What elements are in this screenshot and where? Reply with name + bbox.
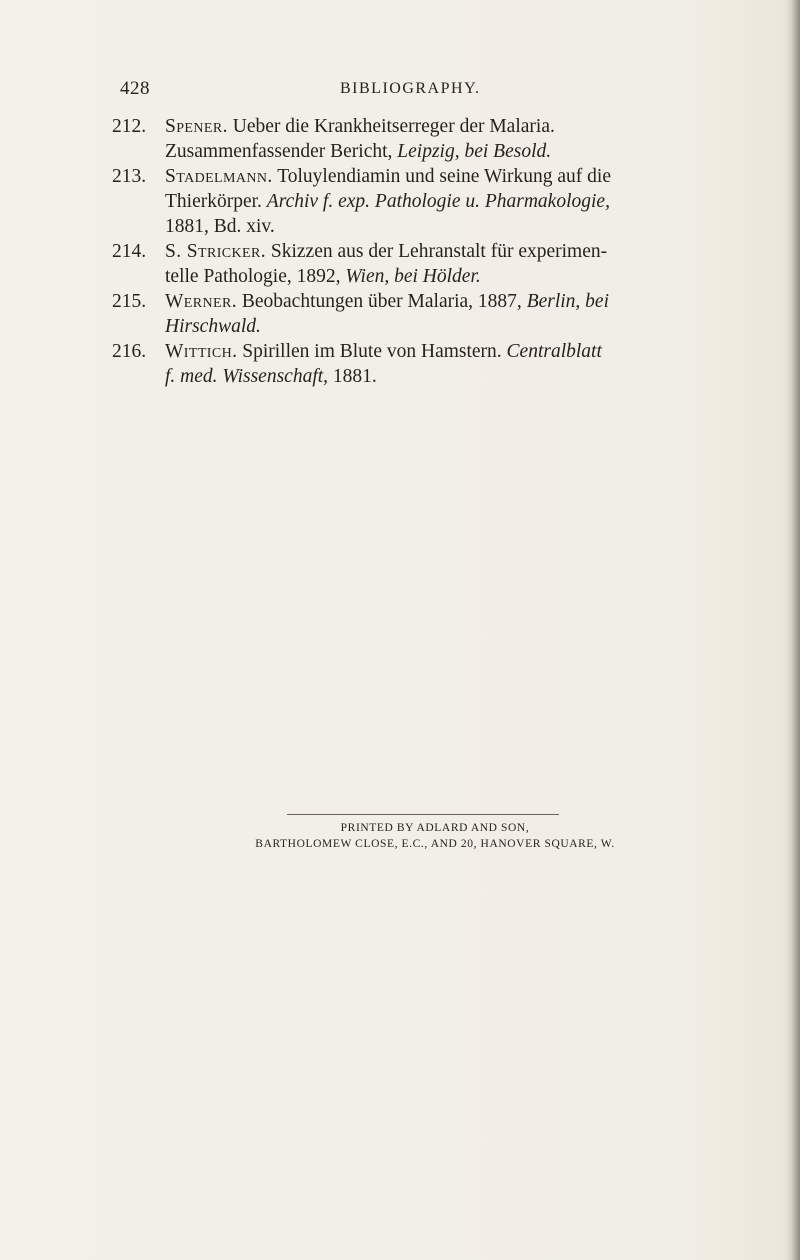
entry-line: [165, 214, 730, 239]
entry-title: Ueber die Krankheitserreger der Malaria.: [232, 116, 555, 137]
entry-title: Zusammenfassender Bericht,: [165, 141, 398, 162]
printer-rule: [287, 814, 559, 815]
page-number: 428: [120, 78, 150, 99]
printer-imprint: [160, 820, 710, 852]
bibliography-entry-214: [112, 239, 730, 289]
running-head: BIBLIOGRAPHY.: [340, 80, 481, 97]
entry-publisher: Hirschwald.: [165, 316, 261, 337]
bibliography-entry-215: [112, 289, 730, 339]
entry-line: [165, 114, 730, 139]
bibliography-list: [112, 114, 730, 389]
entry-number: 215.: [112, 291, 147, 312]
entry-author: Stadelmann.: [165, 166, 273, 187]
bibliography-entry-213: [112, 164, 730, 239]
entry-title: Thierkörper.: [165, 191, 267, 212]
entry-line: [165, 239, 730, 264]
entry-line: [165, 164, 730, 189]
bibliography-entry-212: [112, 114, 730, 164]
entry-journal: Archiv f. exp. Pathologie u. Pharmakologie,: [266, 191, 610, 212]
entry-line: [165, 339, 730, 364]
entry-volume: 1881, Bd. xiv.: [165, 216, 275, 237]
printer-line-2: BARTHOLOMEW CLOSE, E.C., AND 20, HANOVER SQUARE, W.: [255, 838, 615, 850]
entry-publisher: Berlin, bei: [526, 291, 610, 312]
entry-title: Skizzen aus der Lehranstalt für experimen-: [270, 241, 608, 262]
entry-number: 216.: [112, 341, 147, 362]
entry-number: 214.: [112, 241, 147, 262]
entry-author: Werner.: [165, 291, 237, 312]
entry-title: Toluylendiamin und seine Wirkung auf die: [277, 166, 611, 187]
entry-publisher: Leipzig, bei Besold.: [397, 141, 552, 162]
entry-title: telle Pathologie, 1892,: [165, 266, 346, 287]
entry-line: [165, 264, 730, 289]
entry-number: 213.: [112, 166, 147, 187]
entry-publisher: Wien, bei Hölder.: [345, 266, 481, 287]
entry-year: 1881.: [328, 366, 377, 387]
entry-title: Beobachtungen über Malaria, 1887,: [241, 291, 527, 312]
entry-title: Spirillen im Blute von Hamstern.: [242, 341, 507, 362]
bibliography-entry-216: [112, 339, 730, 389]
entry-author: Wittich.: [165, 341, 238, 362]
entry-line: [165, 364, 730, 389]
entry-journal: Centralblatt: [506, 341, 602, 362]
entry-journal: f. med. Wissenschaft,: [165, 366, 329, 387]
entry-author: S. Stricker.: [165, 241, 267, 262]
entry-line: [165, 139, 730, 164]
printer-line-1: PRINTED BY ADLARD AND SON,: [340, 822, 530, 834]
entry-line: [165, 189, 730, 214]
entry-author: Spener.: [165, 116, 228, 137]
entry-number: 212.: [112, 116, 147, 137]
page-edge-shadow: [786, 0, 800, 1260]
entry-line: [165, 314, 730, 339]
entry-line: [165, 289, 730, 314]
page-header: [120, 78, 680, 108]
